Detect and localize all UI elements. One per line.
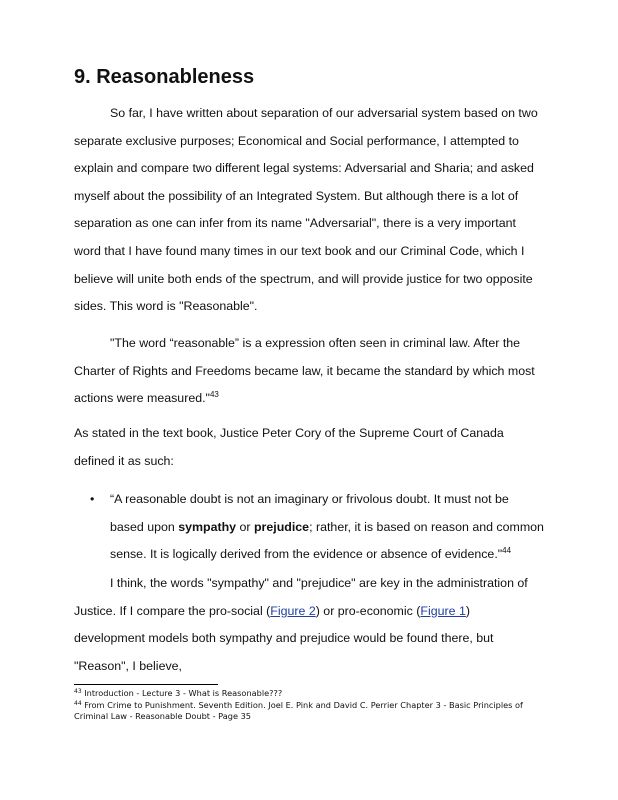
bullet-quote-text: “A reasonable doubt is not an imaginary or frivolous doubt. It must not be based upon sympathy or prejudice; rather, it is based on reason and common sense. It is logically derived from the evidence or absence of evidence."$^{44}$ (110, 492, 544, 562)
footnote-ref-43[interactable]: 43 (209, 390, 219, 400)
footnote-44: $^{44}$ From Crime to Punishment. Seventh Edition. Joel E. Pink and David C. Perrier Chapter 3 - Basic Principles of Criminal Law - Reasonable Doubt - Page 35 (74, 700, 523, 721)
figure-1-link[interactable]: Figure 1 (420, 603, 466, 618)
bold-sympathy: sympathy (178, 519, 237, 534)
paragraph-analysis: I think, the words "sympathy" and "prejudice" are key in the administration of Justice. If I compare the pro-social (Figure 2) or pro-economic (Figure 1) development models both sympathy and prejudice would be found there, but "Reason", I believe, (74, 576, 528, 673)
paragraph-intro: So far, I have written about separation of our adversarial system based on two separate exclusive purposes; Economical and Social performance, I attempted to explain and compare two different legal systems: Adversarial and Sharia; and asked myself about the possibility of an Integrated System. But although there is a lot of separation as one can infer from its name "Adversarial", there is a very important word that I have found many times in our text book and our Criminal Code, which I believe will unite both ends of the spectrum, and will provide justice for two opposite sides. This word is "Reasonable". (74, 106, 538, 314)
figure-2-link[interactable]: Figure 2 (270, 603, 316, 618)
footnote-separator (74, 684, 218, 685)
quote-text: "The word “reasonable” is a expression often seen in criminal law. After the Charter of Rights and Freedoms became law, it became the standard by which most actions were measured." (74, 336, 535, 406)
bold-prejudice: prejudice (253, 519, 310, 534)
paragraph-quote-reasonable (74, 330, 544, 413)
footnote-ref-44[interactable]: 44 (502, 546, 512, 556)
bullet-icon: • (90, 492, 95, 506)
bullet-quote (74, 486, 544, 569)
paragraph-textbook: As stated in the text book, Justice Peter Cory of the Supreme Court of Canada defined it as such: (74, 426, 504, 468)
footnote-43: $^{43}$ Introduction - Lecture 3 - What is Reasonable??? (74, 688, 283, 698)
section-heading: 9. Reasonableness (74, 66, 255, 88)
